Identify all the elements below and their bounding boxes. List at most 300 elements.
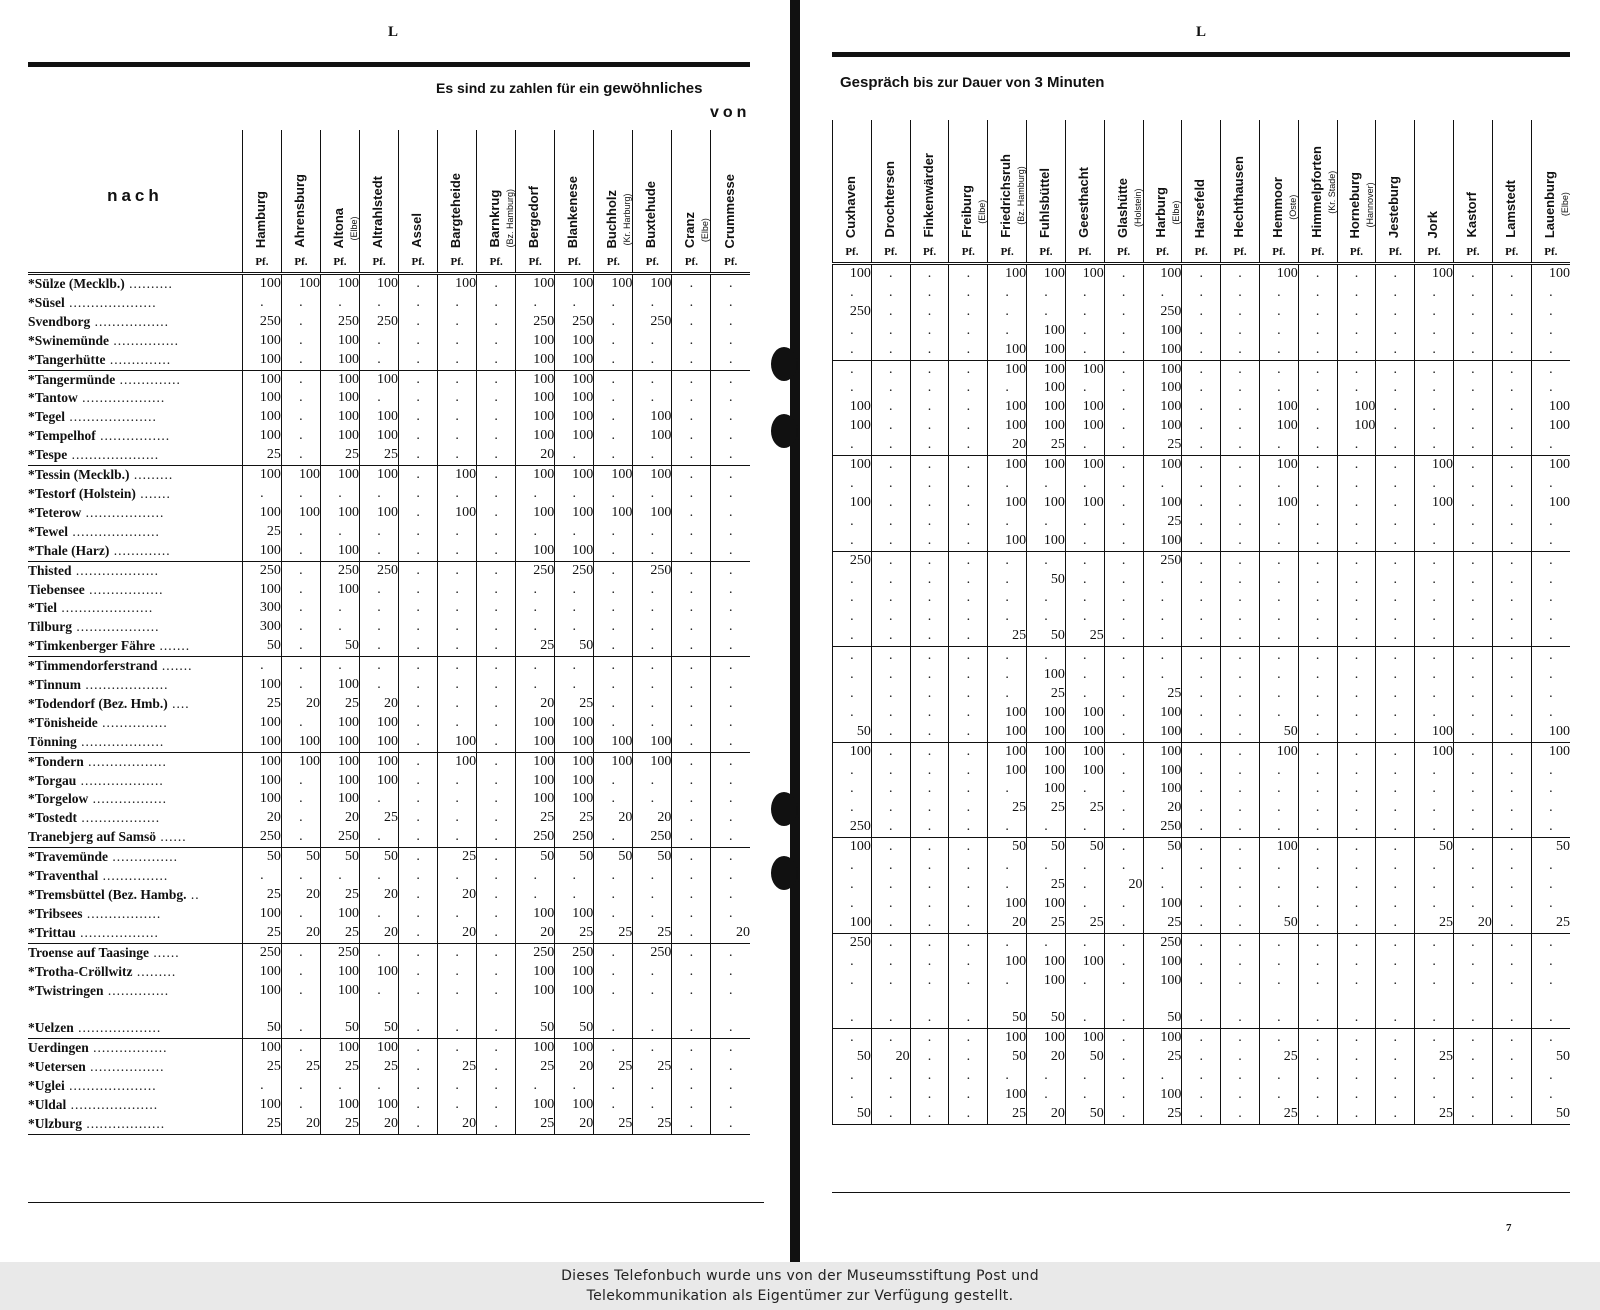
table-row: [833, 1009, 1571, 1028]
table-row: [833, 436, 1571, 455]
place-name-cell: [28, 676, 242, 695]
rate-cell: 100: [242, 1039, 281, 1058]
rate-cell: 100: [242, 733, 281, 752]
rate-cell: .: [1492, 513, 1531, 532]
rate-cell: .: [1298, 379, 1337, 398]
rate-cell: .: [1182, 685, 1221, 704]
rate-cell: .: [1337, 953, 1376, 972]
rate-cell: 100: [516, 370, 555, 389]
rate-cell: 100: [516, 351, 555, 370]
rate-cell: .: [1104, 953, 1143, 972]
rate-cell: .: [1531, 1009, 1570, 1028]
rate-cell: .: [1337, 341, 1376, 360]
rate-cell: 100: [555, 1039, 594, 1058]
column-header-cranz: [672, 130, 711, 274]
rate-cell: .: [910, 589, 949, 608]
rate-cell: .: [399, 772, 438, 791]
rate-cell: .: [1259, 284, 1298, 303]
rate-cell: .: [477, 905, 516, 924]
leader-dots: ...................: [77, 390, 166, 406]
rate-cell: .: [1259, 341, 1298, 360]
rate-cell: .: [711, 351, 750, 370]
rate-cell: [1065, 990, 1104, 1009]
rate-cell: 100: [1065, 723, 1104, 742]
rate-cell: 100: [1531, 417, 1570, 436]
rate-cell: 100: [1143, 762, 1182, 781]
place-name: *Trittau: [28, 924, 76, 940]
rate-cell: .: [281, 313, 320, 332]
rate-cell: .: [1182, 436, 1221, 455]
place-name: *Tönisheide: [28, 714, 98, 730]
rate-cell: .: [711, 523, 750, 542]
table-row: [28, 733, 750, 752]
rate-cell: .: [399, 943, 438, 962]
rate-cell: .: [281, 905, 320, 924]
rate-cell: .: [1337, 818, 1376, 837]
column-name: [1037, 168, 1052, 238]
rate-cell: .: [438, 963, 477, 982]
rate-cell: 100: [242, 542, 281, 561]
place-name: *Torgau: [28, 772, 77, 788]
column-name: [682, 212, 713, 248]
rate-cell: 100: [1143, 532, 1182, 551]
rate-cell: 100: [988, 742, 1027, 761]
rate-cell: 100: [1065, 1029, 1104, 1048]
rate-cell: 100: [1143, 494, 1182, 513]
rate-cell: .: [281, 1019, 320, 1038]
rate-cell: .: [1065, 589, 1104, 608]
rate-cell: .: [833, 627, 872, 646]
table-row: [833, 608, 1571, 627]
place-name: Tranebjerg auf Samsö: [28, 829, 156, 845]
rate-cell: .: [477, 1039, 516, 1058]
rate-cell: 100: [320, 1096, 359, 1115]
rate-cell: .: [949, 379, 988, 398]
rate-cell: .: [1298, 666, 1337, 685]
rate-cell: .: [1415, 322, 1454, 341]
rate-cell: .: [1298, 685, 1337, 704]
column-name: [1464, 192, 1479, 238]
rate-cell: .: [949, 762, 988, 781]
rate-cell: .: [281, 1096, 320, 1115]
rate-cell: .: [833, 1009, 872, 1028]
table-row: [833, 762, 1571, 781]
rate-cell: .: [672, 752, 711, 771]
rate-cell: .: [1376, 914, 1415, 933]
rate-cell: .: [594, 828, 633, 847]
place-name: Tiebensee: [28, 581, 85, 597]
rate-cell: .: [1104, 398, 1143, 417]
rate-cell: .: [1104, 818, 1143, 837]
column-header-hemmoor: [1259, 120, 1298, 264]
column-name-text: Drochtersen: [881, 161, 897, 238]
rate-cell: .: [1182, 1029, 1221, 1048]
header-line1-bold: gewöhnliches: [603, 80, 703, 97]
rate-cell: .: [1221, 264, 1260, 284]
rate-cell: .: [1337, 704, 1376, 723]
rate-cell: .: [438, 599, 477, 618]
rate-cell: .: [1182, 494, 1221, 513]
rate-cell: 25: [555, 924, 594, 943]
rate-cell: 25: [516, 637, 555, 656]
rate-cell: .: [1337, 436, 1376, 455]
rate-cell: 50: [988, 838, 1027, 857]
place-name-cell: [28, 752, 242, 771]
column-name: [370, 176, 385, 248]
rate-cell: .: [711, 485, 750, 504]
table-row: [28, 408, 750, 427]
rate-cell: .: [1415, 895, 1454, 914]
rate-cell: .: [633, 772, 672, 791]
leader-dots: ..............: [103, 982, 170, 998]
rate-cell: [1376, 990, 1415, 1009]
place-name-cell: [28, 695, 242, 714]
rate-cell: .: [1337, 647, 1376, 666]
place-name: *Tondern: [28, 753, 84, 769]
leader-dots: ..: [186, 887, 200, 902]
rate-cell: 100: [1065, 494, 1104, 513]
rate-cell: .: [1376, 322, 1415, 341]
rate-cell: .: [949, 818, 988, 837]
place-name-cell: [28, 1039, 242, 1058]
rate-cell: 50: [242, 637, 281, 656]
rate-cell: .: [594, 370, 633, 389]
rate-cell: .: [594, 886, 633, 905]
rate-cell: .: [1221, 799, 1260, 818]
rate-cell: .: [1492, 762, 1531, 781]
rate-cell: .: [516, 599, 555, 618]
rate-cell: .: [438, 542, 477, 561]
rate-cell: .: [1065, 475, 1104, 494]
rate-cell: .: [1376, 780, 1415, 799]
place-name: *Travemünde: [28, 849, 108, 865]
rate-cell: 100: [516, 466, 555, 485]
rate-cell: .: [1065, 1067, 1104, 1086]
rate-cell: .: [672, 790, 711, 809]
rate-cell: 100: [516, 389, 555, 408]
rate-cell: 100: [1143, 1086, 1182, 1105]
rate-cell: .: [1298, 1029, 1337, 1048]
rate-cell: .: [1454, 1048, 1493, 1067]
column-name: [1192, 179, 1207, 238]
rate-cell: .: [1454, 417, 1493, 436]
rate-cell: .: [1027, 1086, 1066, 1105]
leader-dots: .........: [129, 467, 174, 483]
column-header-buxtehude: [633, 130, 672, 274]
place-name: *Tangermünde: [28, 371, 116, 387]
rate-cell: .: [711, 772, 750, 791]
rate-cell: 250: [242, 828, 281, 847]
rate-cell: .: [711, 1039, 750, 1058]
rate-cell: .: [1182, 647, 1221, 666]
rate-cell: .: [949, 953, 988, 972]
rate-cell: .: [1531, 608, 1570, 627]
rate-cell: .: [1259, 589, 1298, 608]
rate-cell: .: [672, 581, 711, 600]
rate-cell: .: [281, 943, 320, 962]
rate-cell: 100: [1027, 742, 1066, 761]
rate-cell: .: [281, 772, 320, 791]
rate-cell: .: [1415, 876, 1454, 895]
rate-cell: 100: [360, 466, 399, 485]
rate-cell: 100: [320, 581, 359, 600]
rate-cell: .: [1337, 513, 1376, 532]
rate-cell: 100: [320, 963, 359, 982]
rate-cell: 100: [1065, 417, 1104, 436]
rate-cell: .: [711, 294, 750, 313]
rate-cell: .: [833, 475, 872, 494]
rate-cell: .: [1143, 666, 1182, 685]
rate-cell: .: [1104, 1067, 1143, 1086]
place-name-cell: [28, 332, 242, 351]
rate-cell: 100: [438, 752, 477, 771]
rate-cell: .: [1259, 551, 1298, 570]
column-name-text: Bargteheide: [448, 172, 464, 248]
table-row: [28, 828, 750, 847]
rate-cell: .: [988, 608, 1027, 627]
rate-cell: 250: [555, 828, 594, 847]
rate-cell: 100: [1065, 704, 1104, 723]
rate-cell: .: [949, 1067, 988, 1086]
rate-cell: .: [360, 542, 399, 561]
rate-cell: .: [1298, 571, 1337, 590]
rate-cell: .: [438, 523, 477, 542]
rate-cell: .: [1182, 456, 1221, 475]
rate-cell: .: [1298, 742, 1337, 761]
place-name: *Testorf (Holstein): [28, 485, 136, 501]
rate-cell: .: [988, 284, 1027, 303]
table-row: [833, 322, 1571, 341]
rate-cell: .: [1221, 666, 1260, 685]
unit-label: Pf.: [1544, 246, 1558, 258]
rate-cell: 25: [360, 1058, 399, 1077]
leader-dots: .................: [82, 905, 162, 921]
rate-cell: .: [1454, 379, 1493, 398]
rate-cell: .: [399, 446, 438, 465]
column-name: [1347, 172, 1378, 238]
rate-cell: .: [1492, 972, 1531, 991]
rate-cell: .: [949, 551, 988, 570]
rate-cell: .: [477, 943, 516, 962]
rate-cell: .: [438, 485, 477, 504]
rate-cell: .: [1531, 475, 1570, 494]
table-row: [28, 1096, 750, 1115]
rate-cell: .: [1143, 571, 1182, 590]
place-name-cell: [28, 733, 242, 752]
column-subname: (Holstein): [1132, 188, 1143, 228]
rate-cell: .: [360, 943, 399, 962]
rate-cell: .: [1531, 780, 1570, 799]
rate-cell: .: [594, 351, 633, 370]
rate-cell: .: [949, 608, 988, 627]
column-subname: (Kr. Harburg): [622, 192, 633, 245]
rate-cell: .: [594, 485, 633, 504]
rate-cell: .: [594, 1039, 633, 1058]
rate-cell: .: [1221, 513, 1260, 532]
rate-cell: .: [438, 1096, 477, 1115]
rate-cell: .: [399, 809, 438, 828]
rate-cell: .: [711, 943, 750, 962]
rate-cell: .: [711, 828, 750, 847]
rate-cell: .: [1454, 933, 1493, 952]
rate-cell: .: [1531, 972, 1570, 991]
rate-cell: .: [871, 264, 910, 284]
column-name-text: Bergedorf: [526, 185, 542, 248]
rate-cell: 100: [516, 790, 555, 809]
rate-cell: .: [1492, 933, 1531, 952]
rate-cell: .: [320, 657, 359, 676]
rate-cell: 100: [242, 274, 281, 294]
rate-cell: .: [949, 456, 988, 475]
rate-cell: .: [1337, 1105, 1376, 1124]
place-name-cell: [28, 389, 242, 408]
rate-cell: .: [281, 389, 320, 408]
rate-cell: .: [1454, 685, 1493, 704]
table-row: [833, 723, 1571, 742]
rate-cell: .: [1531, 647, 1570, 666]
rate-cell: .: [672, 982, 711, 1001]
column-header-assel: [399, 130, 438, 274]
rate-cell: .: [555, 676, 594, 695]
rate-cell: .: [1337, 723, 1376, 742]
rate-cell: .: [1492, 876, 1531, 895]
rate-cell: 100: [1027, 780, 1066, 799]
rate-cell: .: [1221, 762, 1260, 781]
column-name: [565, 176, 580, 248]
rate-cell: .: [399, 370, 438, 389]
rate-cell: .: [949, 1105, 988, 1124]
rate-cell: .: [1065, 1009, 1104, 1028]
unit-label: Pf.: [294, 256, 308, 268]
rate-cell: .: [910, 647, 949, 666]
rate-cell: .: [1376, 762, 1415, 781]
rate-cell: .: [1027, 818, 1066, 837]
table-row: [833, 818, 1571, 837]
column-name-text: Assel: [409, 213, 425, 248]
rate-cell: .: [516, 523, 555, 542]
rate-cell: .: [281, 714, 320, 733]
table-row: [833, 264, 1571, 284]
rate-cell: .: [633, 294, 672, 313]
rate-cell: .: [910, 264, 949, 284]
rate-cell: .: [1182, 895, 1221, 914]
leader-dots: ......: [149, 944, 180, 960]
rate-cell: .: [516, 1077, 555, 1096]
rate-cell: .: [1376, 1029, 1415, 1048]
column-name-text: Ahrensburg: [291, 174, 307, 248]
rate-cell: 25: [1027, 685, 1066, 704]
column-header-bergedorf: [516, 130, 555, 274]
rate-cell: .: [477, 676, 516, 695]
rate-cell: 100: [555, 733, 594, 752]
rate-cell: .: [988, 551, 1027, 570]
rate-cell: 100: [988, 494, 1027, 513]
rate-cell: .: [477, 772, 516, 791]
rate-cell: .: [438, 1019, 477, 1038]
rate-cell: 100: [1143, 895, 1182, 914]
rate-cell: 100: [555, 982, 594, 1001]
rate-cell: .: [399, 523, 438, 542]
rate-cell: .: [910, 876, 949, 895]
rate-cell: .: [438, 1039, 477, 1058]
rate-cell: .: [1027, 933, 1066, 952]
rate-cell: .: [910, 838, 949, 857]
rate-cell: 20: [1027, 1048, 1066, 1067]
rate-cell: .: [1182, 762, 1221, 781]
rate-cell: .: [399, 1096, 438, 1115]
rate-cell: .: [399, 714, 438, 733]
rate-cell: .: [1027, 303, 1066, 322]
leader-dots: ..................: [82, 1115, 166, 1131]
rate-cell: .: [438, 351, 477, 370]
rate-cell: .: [949, 627, 988, 646]
rate-cell: .: [1182, 666, 1221, 685]
rate-cell: 100: [1027, 341, 1066, 360]
column-header-crummesse: [711, 130, 750, 274]
table-row: [28, 370, 750, 389]
place-name-cell: [28, 408, 242, 427]
rate-cell: .: [399, 581, 438, 600]
rate-cell: 250: [242, 313, 281, 332]
rate-cell: 100: [988, 532, 1027, 551]
rate-cell: .: [1027, 647, 1066, 666]
rate-cell: .: [949, 914, 988, 933]
rate-cell: .: [1531, 895, 1570, 914]
rate-cell: 100: [594, 274, 633, 294]
place-name-cell: [28, 523, 242, 542]
rate-cell: 25: [988, 627, 1027, 646]
rate-cell: .: [988, 876, 1027, 895]
rate-cell: .: [1415, 608, 1454, 627]
rate-cell: 100: [1065, 264, 1104, 284]
rate-cell: .: [672, 485, 711, 504]
rate-cell: [633, 1000, 672, 1019]
rate-cell: 50: [1027, 1009, 1066, 1028]
table-row: [833, 972, 1571, 991]
rate-cell: .: [1454, 704, 1493, 723]
rate-cell: .: [1454, 838, 1493, 857]
rate-cell: .: [1104, 494, 1143, 513]
rate-cell: .: [1492, 723, 1531, 742]
rate-cell: 100: [516, 982, 555, 1001]
rate-cell: .: [1376, 685, 1415, 704]
bottom-rule-left: [28, 1202, 764, 1203]
place-name: *Tremsbüttel (Bez. Hambg.: [28, 887, 187, 902]
rate-cell: .: [1337, 857, 1376, 876]
rate-cell: 25: [1531, 914, 1570, 933]
rate-cell: .: [1065, 1086, 1104, 1105]
rate-cell: 20: [516, 695, 555, 714]
leader-dots: ...................: [76, 772, 164, 788]
rate-cell: .: [949, 799, 988, 818]
rate-cell: .: [988, 379, 1027, 398]
rate-cell: .: [477, 313, 516, 332]
column-name-text: Hemmoor: [1269, 177, 1285, 238]
table-row: [28, 504, 750, 523]
rate-cell: 50: [320, 1019, 359, 1038]
rate-cell: .: [1454, 742, 1493, 761]
rate-cell: .: [672, 695, 711, 714]
rate-cell: 250: [320, 943, 359, 962]
rate-cell: .: [477, 1058, 516, 1077]
rate-cell: .: [399, 408, 438, 427]
table-row: [28, 714, 750, 733]
rate-cell: 100: [633, 427, 672, 446]
rate-cell: 25: [320, 446, 359, 465]
rate-cell: .: [1415, 704, 1454, 723]
rate-cell: .: [1104, 685, 1143, 704]
rate-cell: .: [1182, 608, 1221, 627]
